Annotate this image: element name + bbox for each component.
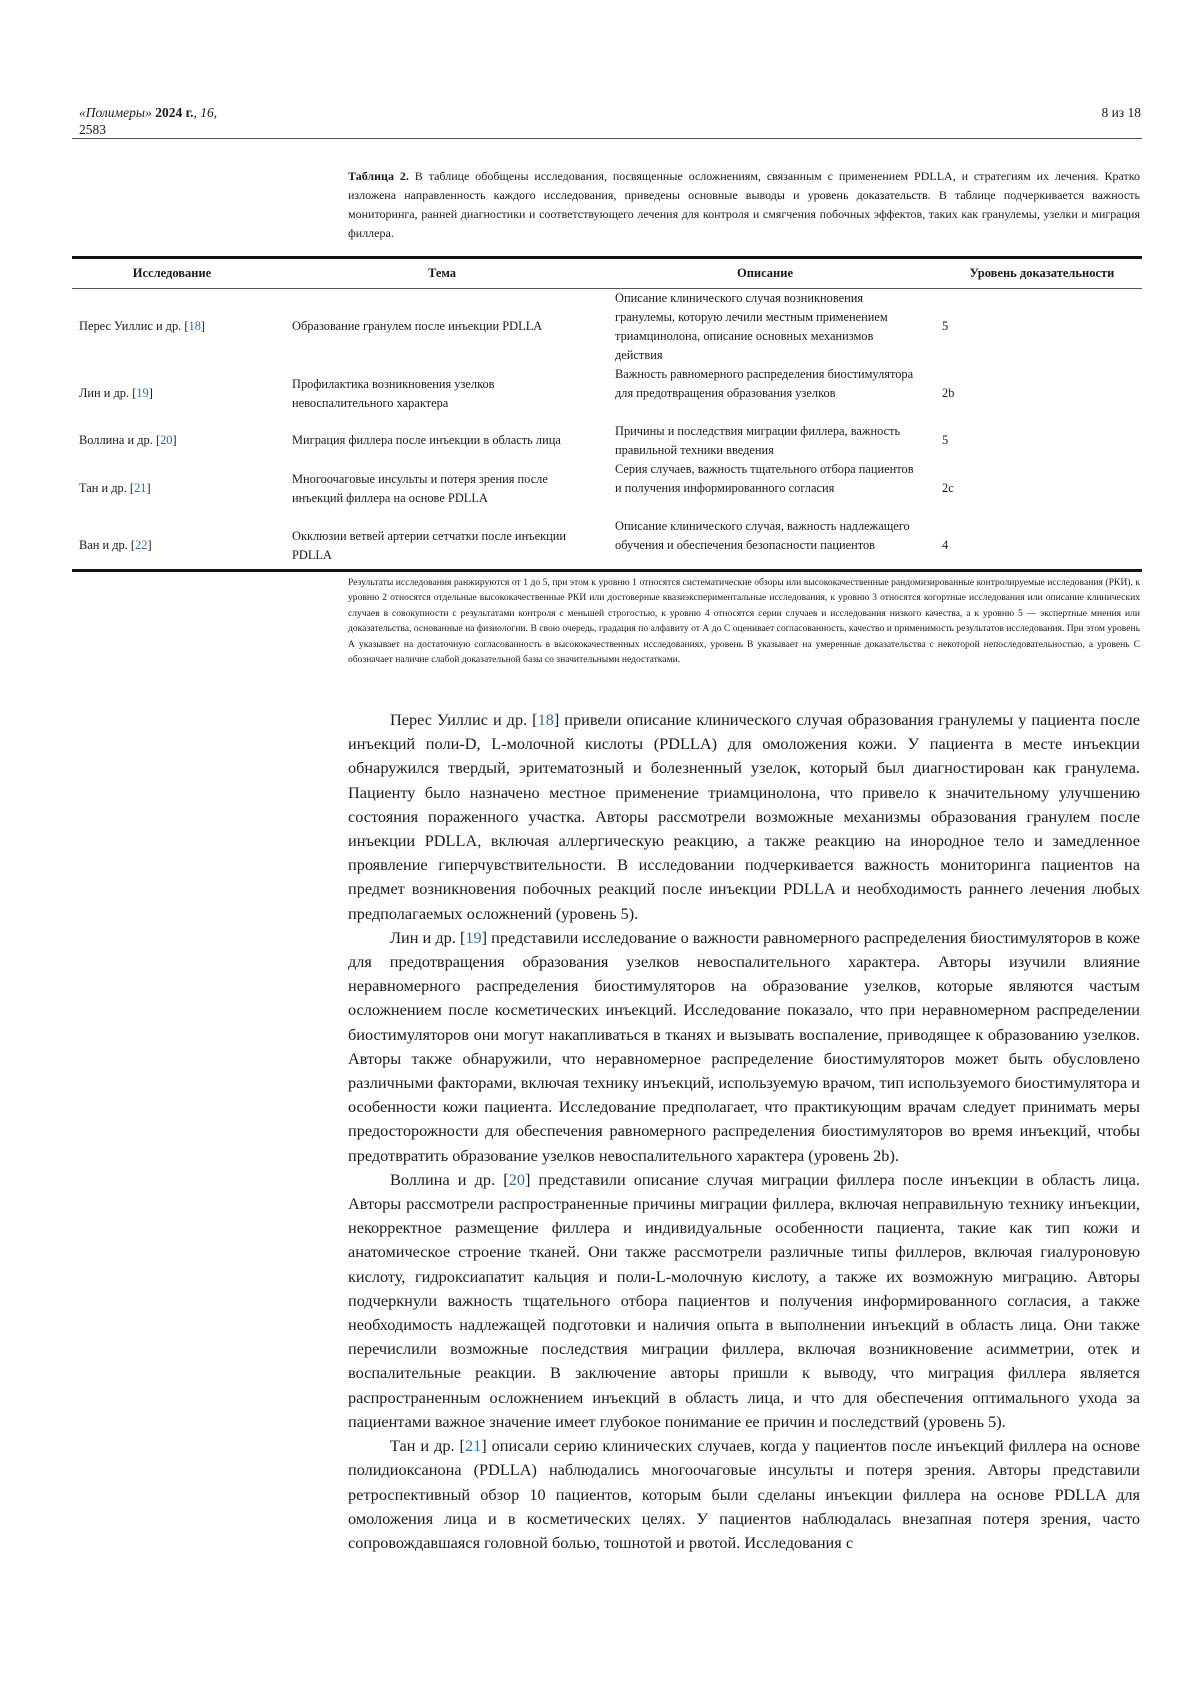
journal-volume: 16 [200, 105, 214, 120]
header-divider [72, 138, 1142, 139]
table-caption-text: В таблице обобщены исследования, посвященные осложнениям, связанным с применением PDLLA, и стратегиям их лечения. Кратко изложена направленность каждого исследования, приведены основные выводы и уровень доказательств. В таблице подчеркивается важность мониторинга, ранней диагностики и соответствующего лечения для контроля и смягчения побочных эффектов, таких как гранулемы, узелки и миграция филлера. [348, 169, 1141, 240]
study-cell: Перес Уиллис и др. [18] [79, 319, 206, 333]
body-text [348, 708, 1140, 1555]
reference-link[interactable]: 20 [160, 433, 173, 447]
description-cell: Важность равномерного распределения биостимулятора для предотвращения образования узелков [615, 367, 914, 400]
evidence-level-cell: 5 [942, 319, 949, 333]
table-row [72, 517, 1142, 569]
topic-cell: Окклюзии ветвей артерии сетчатки после инъекции PDLLA [292, 529, 567, 562]
table-row [72, 289, 1142, 365]
description-cell: Описание клинического случая, важность надлежащего обучения и обеспечения безопасности пациентов [615, 519, 910, 552]
body-paragraph: Воллина и др. [20] представили описание случая миграции филлера после инъекции в область лица. Авторы рассмотрели распространенные причины миграции филлера, включая неправильную технику инъекции, некорректное размещение филлера и индивидуальные особенности пациента, такие как тип кожи и анатомическое строение тканей. Они также рассмотрели различные типы филлеров, включая гиалуроновую кислоту, гидроксиапатит кальция и поли-L-молочную кислоту, а также их возможную миграцию. Авторы подчеркнули важность тщательного отбора пациентов и получения информированного согласия, а также необходимость надлежащей подготовки и наличия опыта в выполнении инъекций в область лица. Они также перечислили возможные последствия миграции филлера, включая возникновение асимметрии, отек и воспалительные реакции. В заключение авторы пришли к выводу, что миграция филлера является распространенным осложнением инъекций в область лица, и что для обеспечения оптимального ухода за пациентами важное значение имеет глубокое понимание ее причин и последствий (уровень 5). [348, 1169, 1140, 1431]
evidence-level-cell: 2b [942, 386, 955, 400]
table-header-topic: Тема [427, 266, 457, 280]
page-indicator: 8 из 18 [1101, 105, 1141, 120]
topic-cell: Образование гранулем после инъекции PDLLA [292, 319, 543, 333]
reference-link[interactable]: 19 [465, 927, 482, 947]
evidence-level-cell: 5 [942, 433, 949, 447]
body-paragraph: Лин и др. [19] представили исследование о важности равномерного распределения биостимуляторов в коже для предотвращения образования узелков невоспалительного характера. Авторы изучили влияние неравномерного распределения биостимуляторов на образование узелков, которые являются частым осложнением после косметических инъекций. Исследование показало, что при неравномерном распределении биостимуляторов они могут накапливаться в тканях и вызывать воспаление, приводящее к образованию узелков. Авторы также обнаружили, что неравномерное распределение биостимуляторов может быть обусловлено различными факторами, включая технику инъекций, используемую врачом, тип используемого биостимулятора и особенности кожи пациента. Исследование предполагает, что практикующим врачам следует принимать меры предосторожности для обеспечения равномерного распределения биостимуляторов во время инъекций, чтобы предотвратить образование узелков невоспалительного характера (уровень 2b). [348, 927, 1140, 1165]
study-cell: Воллина и др. [20] [79, 433, 177, 447]
body-paragraph: Тан и др. [21] описали серию клинических случаев, когда у пациентов после инъекций филлера на основе полидиоксанона (PDLLA) наблюдались многоочаговые инсульты и потеря зрения. Авторы представили ретроспективный обзор 10 пациентов, которым были сделаны инъекции филлера на основе PDLLA для омоложения лица и в косметических целях. У пациентов наблюдалась внезапная потеря зрения, часто сопровождавшаяся головной болью, тошнотой и рвотой. Исследования с [348, 1436, 1140, 1552]
reference-link[interactable]: 22 [135, 538, 148, 552]
journal-citation: «Полимеры» 2024 г., 16, 2583 [79, 105, 218, 137]
table-caption-label: Таблица 2. [348, 169, 409, 183]
evidence-level-cell: 2c [942, 481, 954, 495]
journal-year: 2024 г. [155, 105, 194, 120]
description-cell: Серия случаев, важность тщательного отбора пациентов и получения информированного согласия [615, 462, 914, 495]
reference-link[interactable]: 21 [134, 481, 147, 495]
table-row [72, 365, 1142, 422]
table-row [72, 422, 1142, 460]
study-cell: Тан и др. [21] [79, 481, 151, 495]
table-header-level: Уровень доказательности [969, 266, 1115, 280]
study-cell: Ван и др. [22] [79, 538, 152, 552]
body-paragraph: Перес Уиллис и др. [18] привели описание клинического случая образования гранулемы у пациента после инъекций поли-D, L-молочной кислоты (PDLLA) для омоложения кожи. У пациента в месте инъекции обнаружился твердый, эритематозный и болезненный узелок, который был диагностирован как гранулема. Пациенту было назначено местное применение триамцинолона, что привело к значительному улучшению состояния пораженного участка. Авторы рассмотрели возможные механизмы образования гранулем после инъекции PDLLA, включая аллергическую реакцию, а также реакцию на инородное тело и замедленное проявление гиперчувствительности. В исследовании подчеркивается важность мониторинга пациентов на предмет возникновения побочных реакций после инъекции PDLLA и необходимость раннего лечения любых предполагаемых осложнений (уровень 5). [348, 710, 1141, 923]
reference-link[interactable]: 18 [537, 710, 554, 729]
article-number: 2583 [79, 122, 106, 137]
table-caption [348, 167, 1140, 243]
reference-link[interactable]: 20 [508, 1169, 525, 1189]
table-header-description: Описание [736, 266, 794, 280]
table-row [72, 460, 1142, 517]
reference-link[interactable]: 19 [136, 386, 149, 400]
topic-cell: Миграция филлера после инъекции в область лица [292, 433, 561, 447]
description-cell: Описание клинического случая возникновения гранулемы, которую лечили местным применением триамцинолона, описание основных механизмов действия [615, 291, 888, 362]
table-header-study: Исследование [132, 266, 212, 280]
description-cell: Причины и последствия миграции филлера, важность правильной техники введения [615, 424, 901, 457]
topic-cell: Многоочаговые инсульты и потеря зрения после инъекций филлера на основе PDLLA [292, 472, 548, 505]
table-footnote: Результаты исследования ранжируются от 1 до 5, при этом к уровню 1 относятся систематические обзоры или высококачественные рандомизированные контролируемые исследования (РКИ), к уровню 2 относятся отдельные высококачественные РКИ или достоверные квазиэкспериментальные исследования, к уровню 3 относятся когортные исследования или описание клинических случаев в совокупности с результатами контроля с меньшей строгостью, к уровню 4 относятся серии случаев и исследования низкого качества, а к уровню 5 — экспертные мнения или доказательства, основанные на физиологии. В свою очередь, градация по алфавиту от А до С оценивает согласованность, качество и применимость результатов исследования. При этом уровень А указывает на достаточную согласованность в высококачественных исследованиях, уровень В указывает на умеренные доказательства с некоторой непоследовательностью, а уровень С обозначает наличие слабой доказательной базы со значительными недостатками. [348, 577, 1140, 666]
journal-name: «Полимеры» [79, 105, 152, 120]
table-bottom-rule [72, 569, 1142, 572]
table-top-rule [72, 256, 1142, 259]
reference-link[interactable]: 21 [464, 1436, 482, 1456]
evidence-level-cell: 4 [942, 538, 949, 552]
study-cell: Лин и др. [19] [79, 386, 153, 400]
reference-link[interactable]: 18 [188, 319, 201, 333]
topic-cell: Профилактика возникновения узелков невоспалительного характера [292, 377, 495, 410]
